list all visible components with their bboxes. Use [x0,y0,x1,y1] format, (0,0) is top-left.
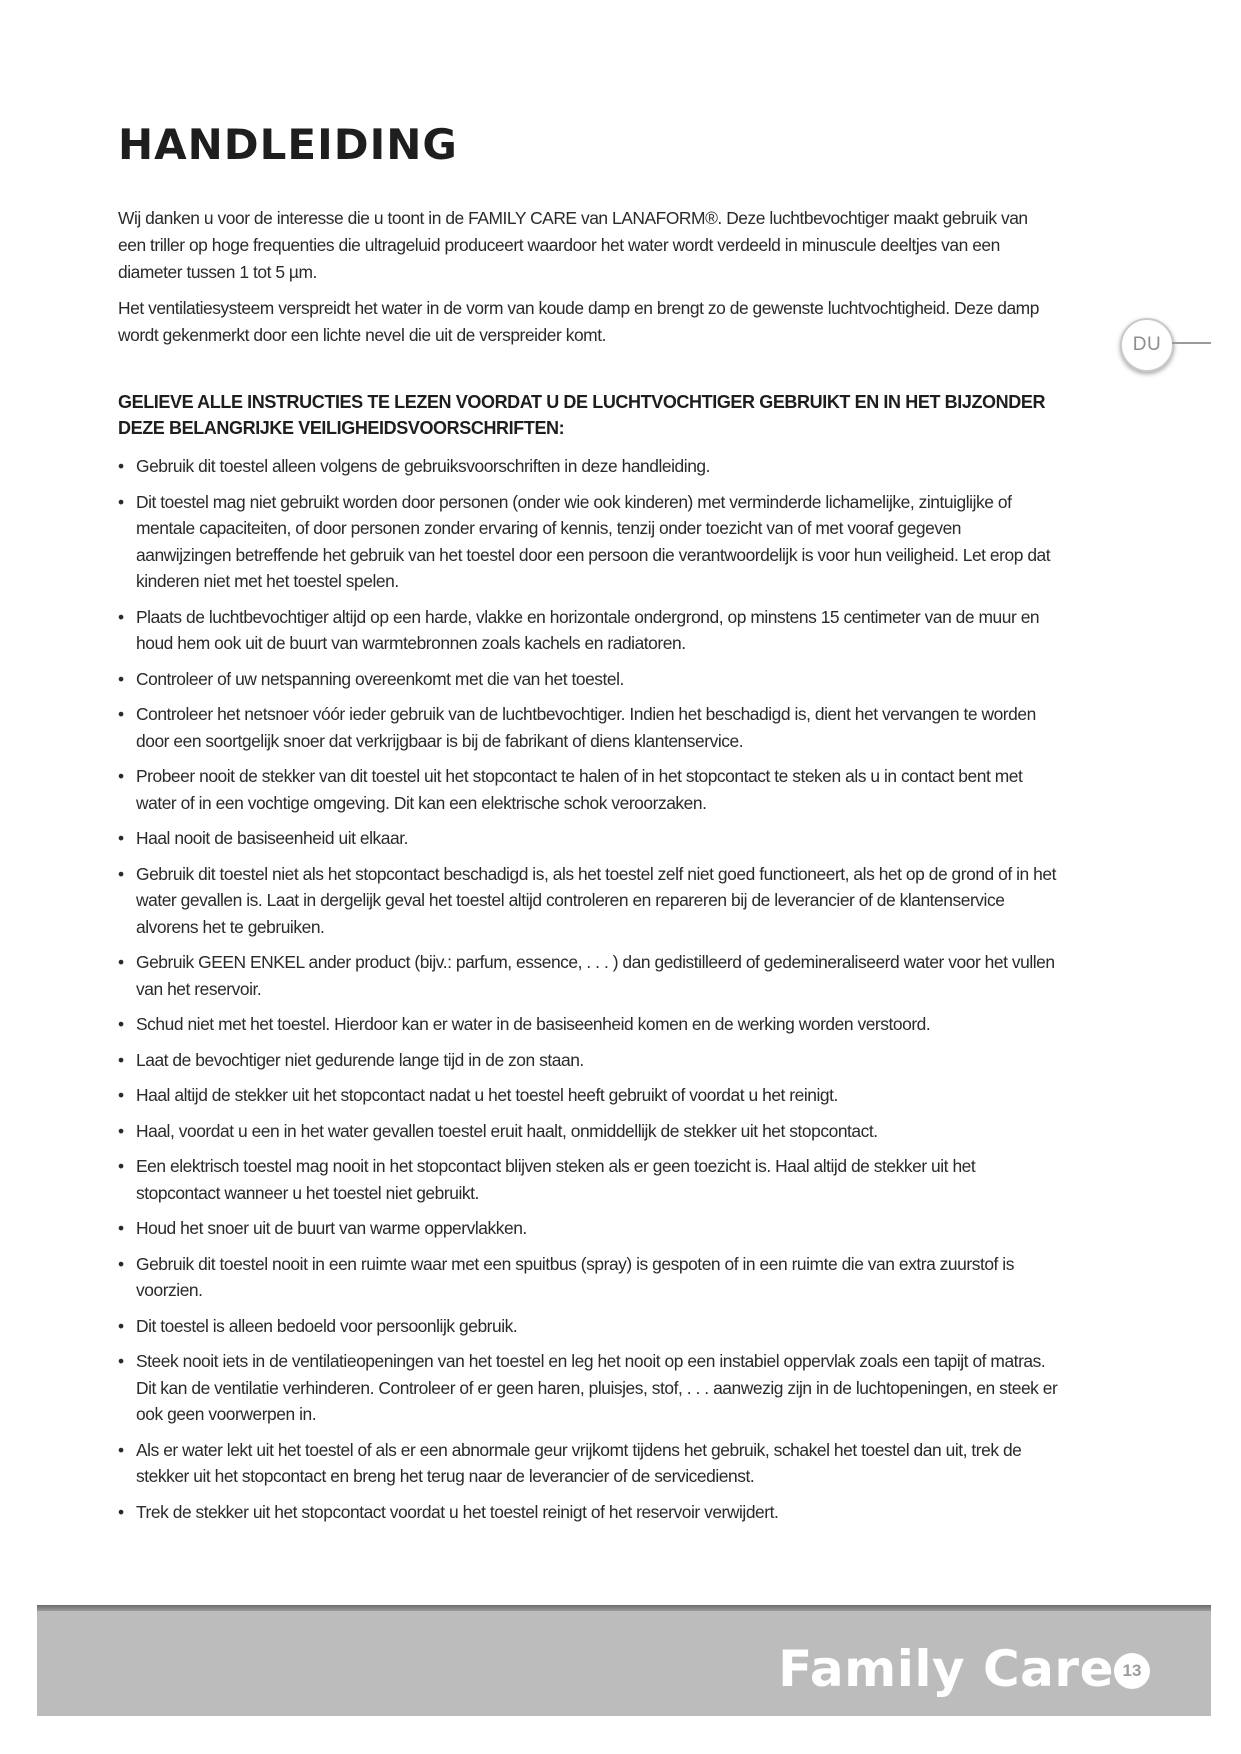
bullet-icon: • [118,1351,124,1371]
bullet-icon: • [118,1049,124,1070]
intro-paragraph: Het ventilatiesysteem verspreidt het water in de vorm van koude damp en brengt zo de gewenste luchtvochtigheid. Deze damp wordt gekenmerkt door een lichte nevel die uit de verspreider komt. [118,298,1039,345]
safety-instruction-item [118,1437,1058,1490]
safety-instruction-text: Gebruik GEEN ENKEL ander product (bijv.: parfum, essence, . . . ) dan gedistilleerd of gedemineraliseerd water voor het vullen van het reservoir. [136,952,1055,999]
safety-instruction-item [118,1251,1058,1304]
bullet-icon: • [118,606,124,627]
safety-instruction-item [118,1082,1058,1109]
safety-instruction-text: Houd het snoer uit de buurt van warme oppervlakken. [136,1218,527,1238]
safety-instruction-item [118,825,1058,852]
safety-instruction-text: Gebruik dit toestel niet als het stopcontact beschadigd is, als het toestel zelf niet goed functioneert, als het op de grond of in het water gevallen is. Laat in dergelijk geval het toestel altijd controleren en repareren bij de leverancier of de klantenservice alvorens het te gebruiken. [136,863,1056,937]
safety-instruction-text: Probeer nooit de stekker van dit toestel uit het stopcontact te halen of in het stopcontact te steken als u in contact bent met water of in een vochtige omgeving. Dit kan een elektrische schok veroorzaken. [136,766,1023,813]
safety-instruction-text: Haal nooit de basiseenheid uit elkaar. [136,828,408,848]
safety-instruction-text: Controleer het netsnoer vóór ieder gebruik van de luchtbevochtiger. Indien het beschadigd is, dient het vervangen te worden door een soortgelijk snoer dat verkrijgbaar is bij de fabrikant of diens klantenservice. [136,704,1036,751]
safety-instruction-item [118,666,1058,693]
language-tab-connector [1172,342,1211,344]
safety-instruction-item [118,1118,1058,1145]
bullet-icon: • [118,456,124,476]
safety-instruction-item [118,1153,1058,1206]
safety-instruction-text: Schud niet met het toestel. Hierdoor kan er water in de basiseenheid komen en de werking worden verstoord. [136,1014,931,1034]
bullet-icon: • [118,828,124,848]
safety-instruction-text: Dit toestel mag niet gebruikt worden door personen (onder wie ook kinderen) met verminderde lichamelijke, zintuiglijke of mentale capaciteiten, of door personen zonder ervaring of kennis, tenzij onder toezicht van of met vooraf gegeven aanwijzingen betreffende het gebruik van het toestel door een persoon die verantwoordelijk is voor hun veiligheid. Let erop dat kinderen niet met het toestel spelen. [136,491,1051,591]
safety-instruction-item [118,861,1058,941]
bullet-icon: • [118,1156,124,1176]
safety-instruction-item [118,1215,1058,1242]
safety-instruction-text: Laat de bevochtiger niet gedurende lange tijd in de zon staan. [136,1049,584,1070]
safety-heading: GELIEVE ALLE INSTRUCTIES TE LEZEN VOORDAT U DE LUCHTVOCHTIGER GEBRUIKT EN IN HET BIJZONDER DEZE BELANGRIJKE VEILIGHEIDSVOORSCHRIFTEN: [118,392,1046,438]
safety-instruction-text: Dit toestel is alleen bedoeld voor persoonlijk gebruik. [136,1315,518,1336]
bullet-icon: • [118,1439,124,1460]
intro-paragraph: Wij danken u voor de interesse die u toont in de FAMILY CARE van LANAFORM®. Deze luchtbevochtiger maakt gebruik van een triller op hoge frequenties die ultrageluid produceert waardoor het water wordt verdeeld in minuscule deeltjes van een diameter tussen 1 tot 5 µm. [118,208,1028,282]
safety-instruction-text: Trek de stekker uit het stopcontact voordat u het toestel reinigt of het reservoir verwijdert. [136,1501,779,1522]
safety-instruction-text: Haal, voordat u een in het water gevallen toestel eruit haalt, onmiddellijk de stekker uit het stopcontact. [136,1120,878,1141]
safety-instruction-item [118,1011,1058,1038]
safety-instruction-item [118,1047,1058,1074]
safety-instruction-text: Gebruik dit toestel alleen volgens de gebruiksvoorschriften in deze handleiding. [136,456,711,476]
bullet-icon: • [118,952,124,972]
bullet-icon: • [118,863,124,884]
bullet-icon: • [118,668,124,689]
page-number-badge: 13 [1114,1653,1150,1689]
bullet-icon: • [118,1315,124,1336]
safety-instruction-item [118,604,1058,657]
safety-instruction-item [118,489,1058,595]
bullet-icon: • [118,1014,124,1034]
safety-instructions-list [118,453,1058,1525]
language-tab: DU [1120,318,1174,372]
manual-page [118,120,1058,1534]
bullet-icon: • [118,1085,124,1105]
bullet-icon: • [118,1253,124,1274]
bullet-icon: • [118,1218,124,1238]
safety-instruction-item [118,701,1058,754]
safety-instruction-item [118,453,1058,480]
safety-instruction-item [118,1348,1058,1428]
safety-instruction-text: Gebruik dit toestel nooit in een ruimte waar met een spuitbus (spray) is gespoten of in een ruimte die van extra zuurstof is voorzien. [136,1253,1014,1300]
bullet-icon: • [118,1120,124,1141]
safety-instruction-text: Steek nooit iets in de ventilatieopeningen van het toestel en leg het nooit op een instabiel oppervlak zoals een tapijt of matras. Dit kan de ventilatie verhinderen. Controleer of er geen haren, pluisjes, stof, . . . aanwezig zijn in de luchtopeningen, en steek er ook geen voorwerpen in. [136,1351,1058,1424]
safety-instruction-item [118,1499,1058,1526]
page-title: HANDLEIDING [118,120,458,169]
brand-logo: Family Care [778,1640,1114,1698]
bullet-icon: • [118,704,124,724]
safety-instruction-item [118,949,1058,1002]
safety-instruction-text: Haal altijd de stekker uit het stopcontact nadat u het toestel heeft gebruikt of voordat u het reinigt. [136,1085,838,1105]
safety-instruction-text: Als er water lekt uit het toestel of als er een abnormale geur vrijkomt tijdens het gebruik, schakel het toestel dan uit, trek de stekker uit het stopcontact en breng het terug naar de leverancier of de servicedienst. [136,1439,1022,1486]
bullet-icon: • [118,1501,124,1522]
bullet-icon: • [118,491,124,512]
bullet-icon: • [118,766,124,786]
safety-instruction-item [118,1313,1058,1340]
safety-instruction-text: Een elektrisch toestel mag nooit in het stopcontact blijven steken als er geen toezicht is. Haal altijd de stekker uit het stopcontact wanneer u het toestel niet gebruikt. [136,1156,976,1203]
safety-instruction-text: Plaats de luchtbevochtiger altijd op een harde, vlakke en horizontale ondergrond, op minstens 15 centimeter van de muur en houd hem ook uit de buurt van warmtebronnen zoals kachels en radiatoren. [136,606,1040,653]
safety-instruction-item [118,763,1058,816]
safety-instruction-text: Controleer of uw netspanning overeenkomt met die van het toestel. [136,668,624,689]
